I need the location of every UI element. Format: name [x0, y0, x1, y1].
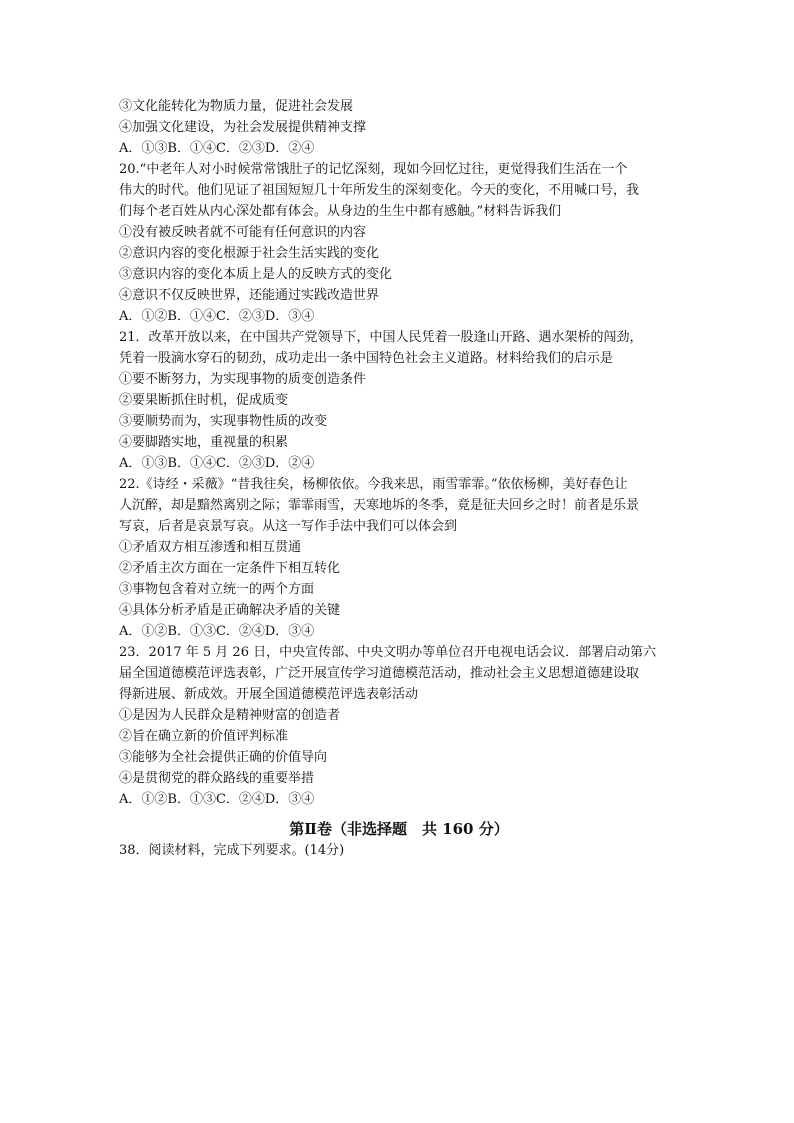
option-1: ①没有被反映者就不可能有任何意识的内容: [119, 225, 367, 240]
option-4: ④具体分析矛盾是正确解决矛盾的关键: [119, 603, 341, 618]
question-stem-line: 们每个老百姓从内心深处都有体会。从身边的生生中都有感触。”材料告诉我们: [119, 204, 562, 219]
option-3: ③要顺势而为，实现事物性质的改变: [119, 414, 328, 429]
question-stem-line: 21．改革开放以来，在中国共产党领导下，中国人民凭着一股逢山开路、遇水架桥的闯劲，: [119, 330, 643, 345]
option-1: ①是因为人民群众是精神财富的创造者: [119, 708, 341, 723]
question-19-tail: [119, 96, 679, 159]
question-stem-line: 20.“中老年人对小时候常常饿肚子的记忆深刻，现如今回忆过往，更觉得我们生活在一个: [119, 162, 628, 177]
question-21: [119, 327, 679, 474]
question-stem-line: 届全国道德模范评选表彰，广泛开展宣传学习道德模范活动，推动社会主义思想道德建设取: [119, 666, 640, 681]
option-3: ③意识内容的变化本质上是人的反映方式的变化: [119, 267, 393, 282]
option-2: ②旨在确立新的价值评判标准: [119, 729, 289, 744]
option-2: ②要果断抓住时机，促成质变: [119, 393, 289, 408]
answer-choices: A．①②B．①③C．②④D．③④: [119, 792, 315, 807]
answer-choices: A．①②B．①③C．②④D．③④: [119, 624, 315, 639]
question-stem-line: 伟大的时代。他们见证了祖国短短几十年所发生的深刻变化。今天的变化，不用喊口号，我: [119, 183, 640, 198]
option-1: ①矛盾双方相互渗透和相互贯通: [119, 540, 302, 555]
option-4: ④意识不仅反映世界，还能通过实践改造世界: [119, 288, 380, 303]
option-3: ③能够为全社会提供正确的价值导向: [119, 750, 328, 765]
question-stem-line: 得新进展、新成效。开展全国道德模范评选表彰活动: [119, 687, 419, 702]
question-38: 38．阅读材料，完成下列要求。(14分): [119, 843, 345, 858]
answer-choices: A．①③B．①④C．②③D．②④: [119, 141, 315, 156]
option-1: ①要不断努力，为实现事物的质变创造条件: [119, 372, 367, 387]
question-stem-line: 人沉醉，却是黯然离别之际；霏霏雨雪，天寒地坼的冬季，竟是征夫回乡之时！前者是乐景: [119, 498, 640, 513]
exam-page: [119, 96, 679, 861]
option-4: ④加强文化建设，为社会发展提供精神支撑: [119, 120, 367, 135]
section-title: 第Ⅱ卷（非选择题 共 160 分）: [289, 820, 509, 838]
option-2: ②意识内容的变化根源于社会生活实践的变化: [119, 246, 380, 261]
question-22: [119, 474, 679, 642]
option-4: ④是贯彻党的群众路线的重要举措: [119, 771, 315, 786]
option-3: ③文化能转化为物质力量，促进社会发展: [119, 99, 354, 114]
option-2: ②矛盾主次方面在一定条件下相互转化: [119, 561, 341, 576]
answer-choices: A．①③B．①④C．②③D．②④: [119, 456, 315, 471]
question-stem-line: 22.《诗经・采薇》“昔我往矣，杨柳依依。今我来思，雨雪霏霏。”依依杨柳，美好春色让: [119, 477, 628, 492]
question-20: [119, 159, 679, 327]
option-4: ④要脚踏实地，重视量的积累: [119, 435, 289, 450]
question-stem-line: 凭着一股滴水穿石的韧劲，成功走出一条中国特色社会主义道路。材料给我们的启示是: [119, 351, 614, 366]
question-23: [119, 642, 679, 810]
option-3: ③事物包含着对立统一的两个方面: [119, 582, 315, 597]
question-stem-line: 23．2017 年 5 月 26 日，中央宣传部、中央文明办等单位召开电视电话会议．部署启动第六: [119, 645, 657, 660]
answer-choices: A．①②B．①④C．②③D．③④: [119, 309, 315, 324]
question-stem-line: 写哀，后者是哀景写哀。从这一写作手法中我们可以体会到: [119, 519, 458, 534]
